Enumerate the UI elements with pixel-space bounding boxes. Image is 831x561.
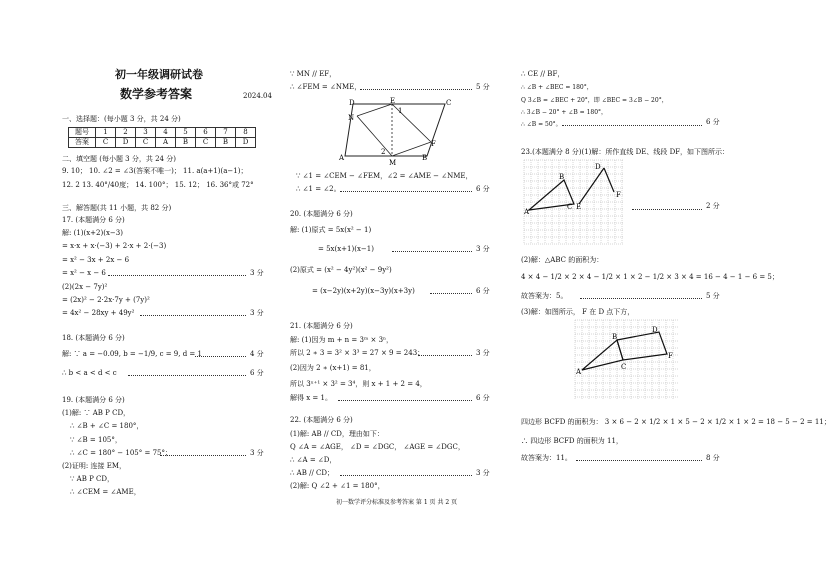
- label-C: C: [446, 99, 452, 107]
- q21-score1: 3 分: [476, 349, 490, 357]
- fill-answers-line1: 9. 10； 10. ∠2 = ∠3(答案不唯一)； 11. a(a+1)(a−1)；: [62, 167, 248, 175]
- page-footer: 初一数学评分标准及参考答案 第 1 页 共 2 页: [336, 499, 458, 506]
- q17-line: 解: (1)(x+2)(x−3): [62, 229, 123, 237]
- q21-line4: 所以 3ˣ⁺¹ × 3² = 3⁴，则 x + 1 + 2 = 4，: [290, 380, 427, 388]
- label-D: D: [652, 326, 658, 334]
- label-A: A: [524, 208, 530, 216]
- table-cell: 5: [176, 128, 196, 138]
- label-F: F: [668, 352, 673, 360]
- segment-df: [604, 168, 614, 192]
- q19-cont-score1: 5 分: [476, 83, 490, 91]
- table-cell: D: [236, 138, 256, 148]
- q20-title: 20. (本题满分 6 分): [290, 210, 353, 218]
- q19-cont-line1: ∵ MN // EF，: [290, 70, 337, 78]
- q19-title: 19. (本题满分 6 分): [62, 396, 125, 404]
- label-N: N: [348, 114, 355, 122]
- table-cell: 8: [236, 128, 256, 138]
- q17-line: = x·x + x·(−3) + 2·x + 2·(−3): [62, 242, 167, 250]
- label-B: B: [422, 154, 428, 162]
- q19-line: ∴ ∠C = 180° − 105° = 75°；: [70, 449, 172, 457]
- table-row: [69, 128, 256, 138]
- q19-line: ∴ ∠CEM = ∠AME，: [70, 488, 141, 496]
- figure-line: [357, 104, 392, 116]
- leader-dots: [140, 315, 246, 316]
- table-cell: C: [136, 138, 156, 148]
- section2-heading: 二、填空题 (每小题 3 分，共 24 分): [62, 155, 176, 163]
- table-cell: 2: [116, 128, 136, 138]
- q22-cont-line2: ∴ ∠B + ∠BEC = 180°，: [521, 84, 593, 91]
- label-F: F: [431, 140, 436, 148]
- section3-heading: 三、解答题(共 11 小题，共 82 分): [62, 204, 172, 212]
- q21-score2: 6 分: [476, 394, 490, 402]
- q19-cont-line2: ∴ ∠FEM = ∠NME，: [290, 83, 362, 91]
- q20-line4: = (x−2y)(x+2y)(x−3y)(x+3y): [312, 287, 415, 295]
- answer-title: 数学参考答案: [120, 87, 193, 101]
- q17-line: = x² − x − 6: [62, 269, 106, 277]
- q17-line: = (2x)² − 2·2x·7y + (7y)²: [62, 296, 150, 304]
- label-C: C: [621, 363, 627, 371]
- table-cell: 7: [216, 128, 236, 138]
- q19-line: (1)解: ∵ AB P CD，: [62, 409, 131, 417]
- q22-line3: ∴ ∠A = ∠D，: [290, 456, 337, 464]
- q22-cont-line5: ∴ ∠B = 50°。: [521, 121, 562, 128]
- table-cell: B: [216, 138, 236, 148]
- leader-dots: [562, 125, 702, 126]
- q19-line: (2)证明: 连接 EM，: [62, 462, 127, 470]
- table-cell: C: [196, 138, 216, 148]
- grid-figure-1: [524, 160, 629, 250]
- q18-title: 18. (本题满分 6 分): [62, 334, 125, 342]
- q22-line5: (2)解: Q ∠2 + ∠1 = 180°，: [290, 482, 385, 490]
- label-D: D: [349, 99, 355, 107]
- q22-line4: ∴ AB // CD；: [290, 469, 335, 477]
- q22-line1: (1)解: AB // CD，理由如下：: [290, 430, 384, 438]
- leader-dots: [128, 375, 246, 376]
- q21-line5: 解得 x = 1。: [290, 394, 332, 402]
- q20-line3: (2)原式 = (x² − 4y²)(x² − 9y²): [290, 266, 392, 274]
- leader-dots: [430, 293, 472, 294]
- label-F: F: [616, 191, 621, 199]
- q23-title: 23.(本题满分 8 分)(1)解：所作直线 DE、线段 DF，如下图所示：: [521, 148, 730, 156]
- q20-line2: = 5x(x+1)(x−1): [318, 245, 374, 253]
- q23-line2: (2)解：△ABC 的面积为：: [521, 256, 604, 264]
- table-cell: 答案: [69, 138, 96, 148]
- q22-cont-line3: Q 3∠B = ∠BEC + 20°，即 ∠BEC = 3∠B − 20°，: [521, 97, 668, 104]
- leader-dots: [195, 356, 246, 357]
- q23-line4: 故答案为：5。: [521, 292, 568, 300]
- exam-title: 初一年级调研试卷: [115, 68, 203, 81]
- exam-date: 2024.04: [243, 92, 272, 100]
- q22-score1: 3 分: [476, 469, 490, 477]
- table-cell: C: [96, 138, 116, 148]
- q23-score3: 8 分: [706, 454, 720, 462]
- table-cell: 1: [96, 128, 116, 138]
- q21-line3: (2)因为 2 ∗ (x+1) = 81，: [290, 364, 376, 372]
- q21-line2: 所以 2 ∗ 3 = 3² × 3³ = 27 × 9 = 243；: [290, 349, 425, 357]
- table-cell: D: [116, 138, 136, 148]
- quadrilateral-bcfd: [617, 332, 667, 360]
- section1-heading: 一、选择题：(每小题 3 分，共 24 分): [62, 115, 181, 123]
- q19-score1: 3 分: [250, 449, 264, 457]
- q23-line3: 4 × 4 − 1/2 × 2 × 4 − 1/2 × 1 × 2 − 1/2 × 3 × 4 = 16 − 4 − 1 − 6 = 5；: [521, 273, 779, 281]
- label-two: 2: [381, 148, 386, 156]
- table-cell: 6: [196, 128, 216, 138]
- q18-score2: 6 分: [250, 369, 264, 377]
- q23-line7: ∴ 四边形 BCFD 的面积为 11，: [521, 437, 623, 445]
- label-E: E: [390, 97, 396, 105]
- line-de: [579, 168, 604, 204]
- q23-line5: (3)解：如图所示， F 在 D 点下方，: [521, 308, 635, 316]
- q22-title: 22. (本题满分 6 分): [290, 416, 353, 424]
- label-A: A: [576, 368, 582, 376]
- leader-dots: [418, 355, 472, 356]
- leader-dots: [340, 475, 472, 476]
- q19-line: ∵ AB P CD，: [70, 475, 115, 483]
- q19-cont-line3: ∵ ∠1 = ∠CEM − ∠FEM，∠2 = ∠AME − ∠NME，: [296, 172, 473, 180]
- leader-dots: [160, 455, 246, 456]
- leader-dots: [580, 298, 702, 299]
- q22-cont-line4: ∴ 3∠B − 20° + ∠B = 180°，: [521, 109, 608, 116]
- q17-title: 17. (本题满分 6 分): [62, 216, 125, 224]
- q20-score1: 3 分: [476, 245, 490, 253]
- label-C: C: [567, 203, 573, 211]
- label-M: M: [389, 159, 397, 167]
- table-cell: A: [156, 138, 176, 148]
- figure-line: [357, 116, 392, 156]
- table-cell: B: [176, 138, 196, 148]
- q20-line1: 解: (1)原式 = 5x(x² − 1): [290, 226, 372, 234]
- q17-score1: 3 分: [250, 269, 264, 277]
- q17-score2: 3 分: [250, 309, 264, 317]
- grid-figure-2: [575, 320, 683, 404]
- leader-dots: [392, 251, 472, 252]
- answer-table: [68, 127, 256, 148]
- q22-line2: Q ∠A = ∠AGE， ∠D = ∠DGC， ∠AGE = ∠DGC，: [290, 443, 465, 451]
- q18-line2: ∴ b < a < d < c: [62, 369, 117, 377]
- q19-line: ∵ ∠B = 105°，: [70, 436, 122, 444]
- figure-shape: [345, 104, 445, 156]
- q20-score2: 6 分: [476, 287, 490, 295]
- q21-title: 21. (本题满分 6 分): [290, 322, 353, 330]
- q17-line: = 4x² − 28xy + 49y²: [62, 309, 135, 317]
- q22-cont-line1: ∴ CE // BF，: [521, 70, 565, 78]
- q18-line1: 解: ∵ a = −0.09, b = −1/9, c = 9, d = 1: [62, 350, 202, 358]
- leader-dots: [360, 89, 472, 90]
- label-E: E: [576, 203, 582, 211]
- q18-score1: 4 分: [250, 350, 264, 358]
- fill-answers-line2: 12. 2 13. 40°/40度； 14. 100°； 15. 12； 16. 36°或 72°: [62, 181, 254, 189]
- q22-cont-score1: 6 分: [706, 118, 720, 126]
- parallelogram-figure: [335, 96, 455, 168]
- q19-cont-line4: ∴ ∠1 = ∠2。: [296, 185, 341, 193]
- label-B: B: [612, 333, 618, 341]
- leader-dots: [108, 275, 246, 276]
- q23-line6: 四边形 BCFD 的面积为： 3 × 6 − 2 × 1/2 × 1 × 5 − 2 × 1/2 × 1 × 2 = 18 − 5 − 2 = 11；: [521, 418, 831, 426]
- q17-line: = x² − 3x + 2x − 6: [62, 256, 130, 264]
- q23-score1: 2 分: [706, 202, 720, 210]
- q19-cont-score2: 6 分: [476, 185, 490, 193]
- table-cell: 题号: [69, 128, 96, 138]
- q23-line8: 故答案为：11。: [521, 454, 572, 462]
- leader-dots: [338, 400, 472, 401]
- q19-line: ∴ ∠B + ∠C = 180°，: [70, 422, 144, 430]
- q23-score2: 5 分: [706, 292, 720, 300]
- label-D: D: [595, 163, 601, 171]
- table-row: [69, 138, 256, 148]
- table-cell: 3: [136, 128, 156, 138]
- label-one: 1: [398, 107, 403, 115]
- q17-line: (2)(2x − 7y)²: [62, 283, 108, 291]
- label-B: B: [559, 173, 565, 181]
- leader-dots: [340, 191, 472, 192]
- label-A: A: [339, 154, 345, 162]
- q21-line1: 解: (1)因为 m + n = 3ᵐ × 3ⁿ，: [290, 336, 394, 344]
- leader-dots: [632, 209, 702, 210]
- leader-dots: [576, 460, 702, 461]
- table-cell: 4: [156, 128, 176, 138]
